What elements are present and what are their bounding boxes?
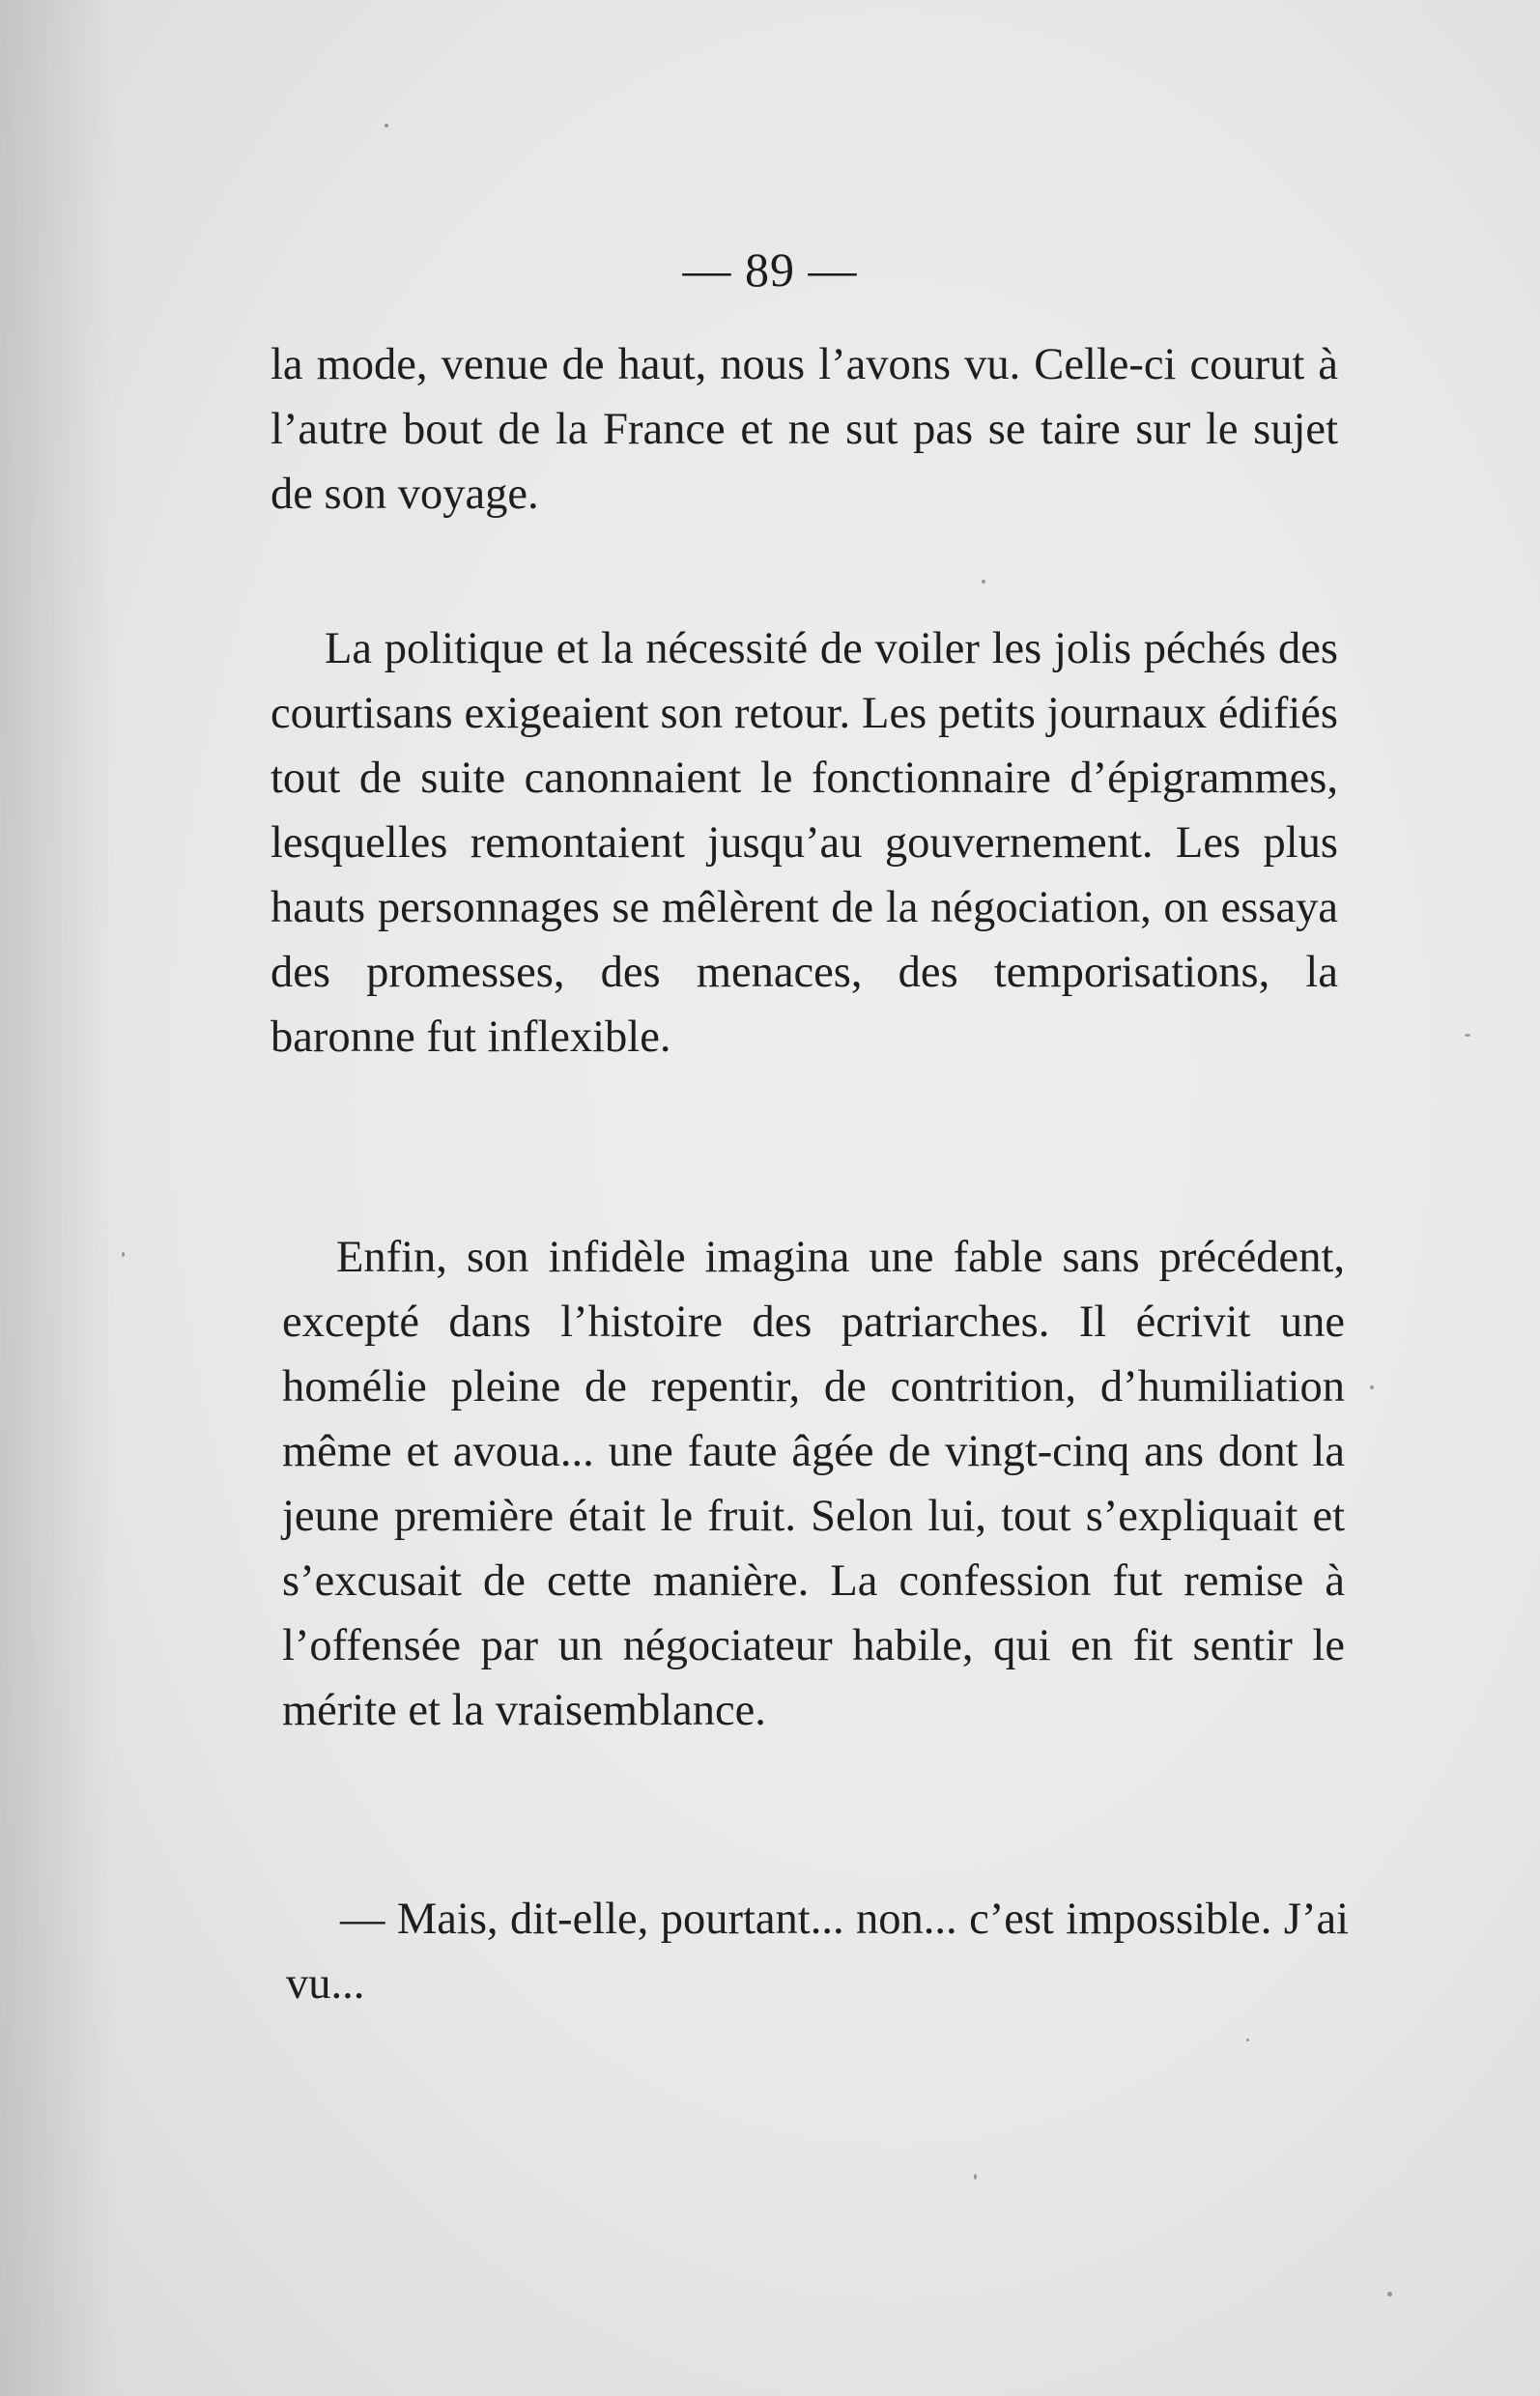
page-gutter-shadow [0,0,116,2396]
paragraph-2: La politique et la nécessité de voiler les jolis péchés des courtisans exigeaient son retour. Les petits journaux édifiés tout de suite canonnaient le fonctionnaire d’épigrammes, lesquelles remontaient jusqu’au gouvernement. Les plus hauts personnages se mêlèrent de la négociation, on essaya des promesses, des menaces, des temporisations, la baronne fut inflexible. [271,624,1338,1062]
paper-speck [1370,1385,1374,1389]
paragraph-1: la mode, venue de haut, nous l’avons vu. Celle-ci courut à l’autre bout de la France et ne sut pas se taire sur le sujet de son voyage. [271,340,1338,519]
paper-speck [385,124,388,128]
paragraph-4: — Mais, dit-elle, pourtant... non... c’est impossible. J’ai vu... [286,1895,1349,2009]
paper-speck [982,580,985,584]
paper-speck [122,1252,125,1257]
paper-speck [1246,2039,1249,2041]
page-number: — 89 — [682,242,858,297]
paper-speck [1465,1034,1470,1037]
paper-speck [1387,2292,1392,2296]
paper-speck [974,2174,977,2180]
paragraph-3: Enfin, son infidèle imagina une fable sans précédent, excepté dans l’histoire des patriarches. Il écrivit une homélie pleine de repentir, de contrition, d’humiliation même et avoua... une faute âgée de vingt-cinq ans dont la jeune première était le fruit. Selon lui, tout s’expliquait et s’excusait de cette manière. La confession fut remise à l’offensée par un négociateur habile, qui en fit sentir le mérite et la vraisemblance. [282,1233,1345,1735]
